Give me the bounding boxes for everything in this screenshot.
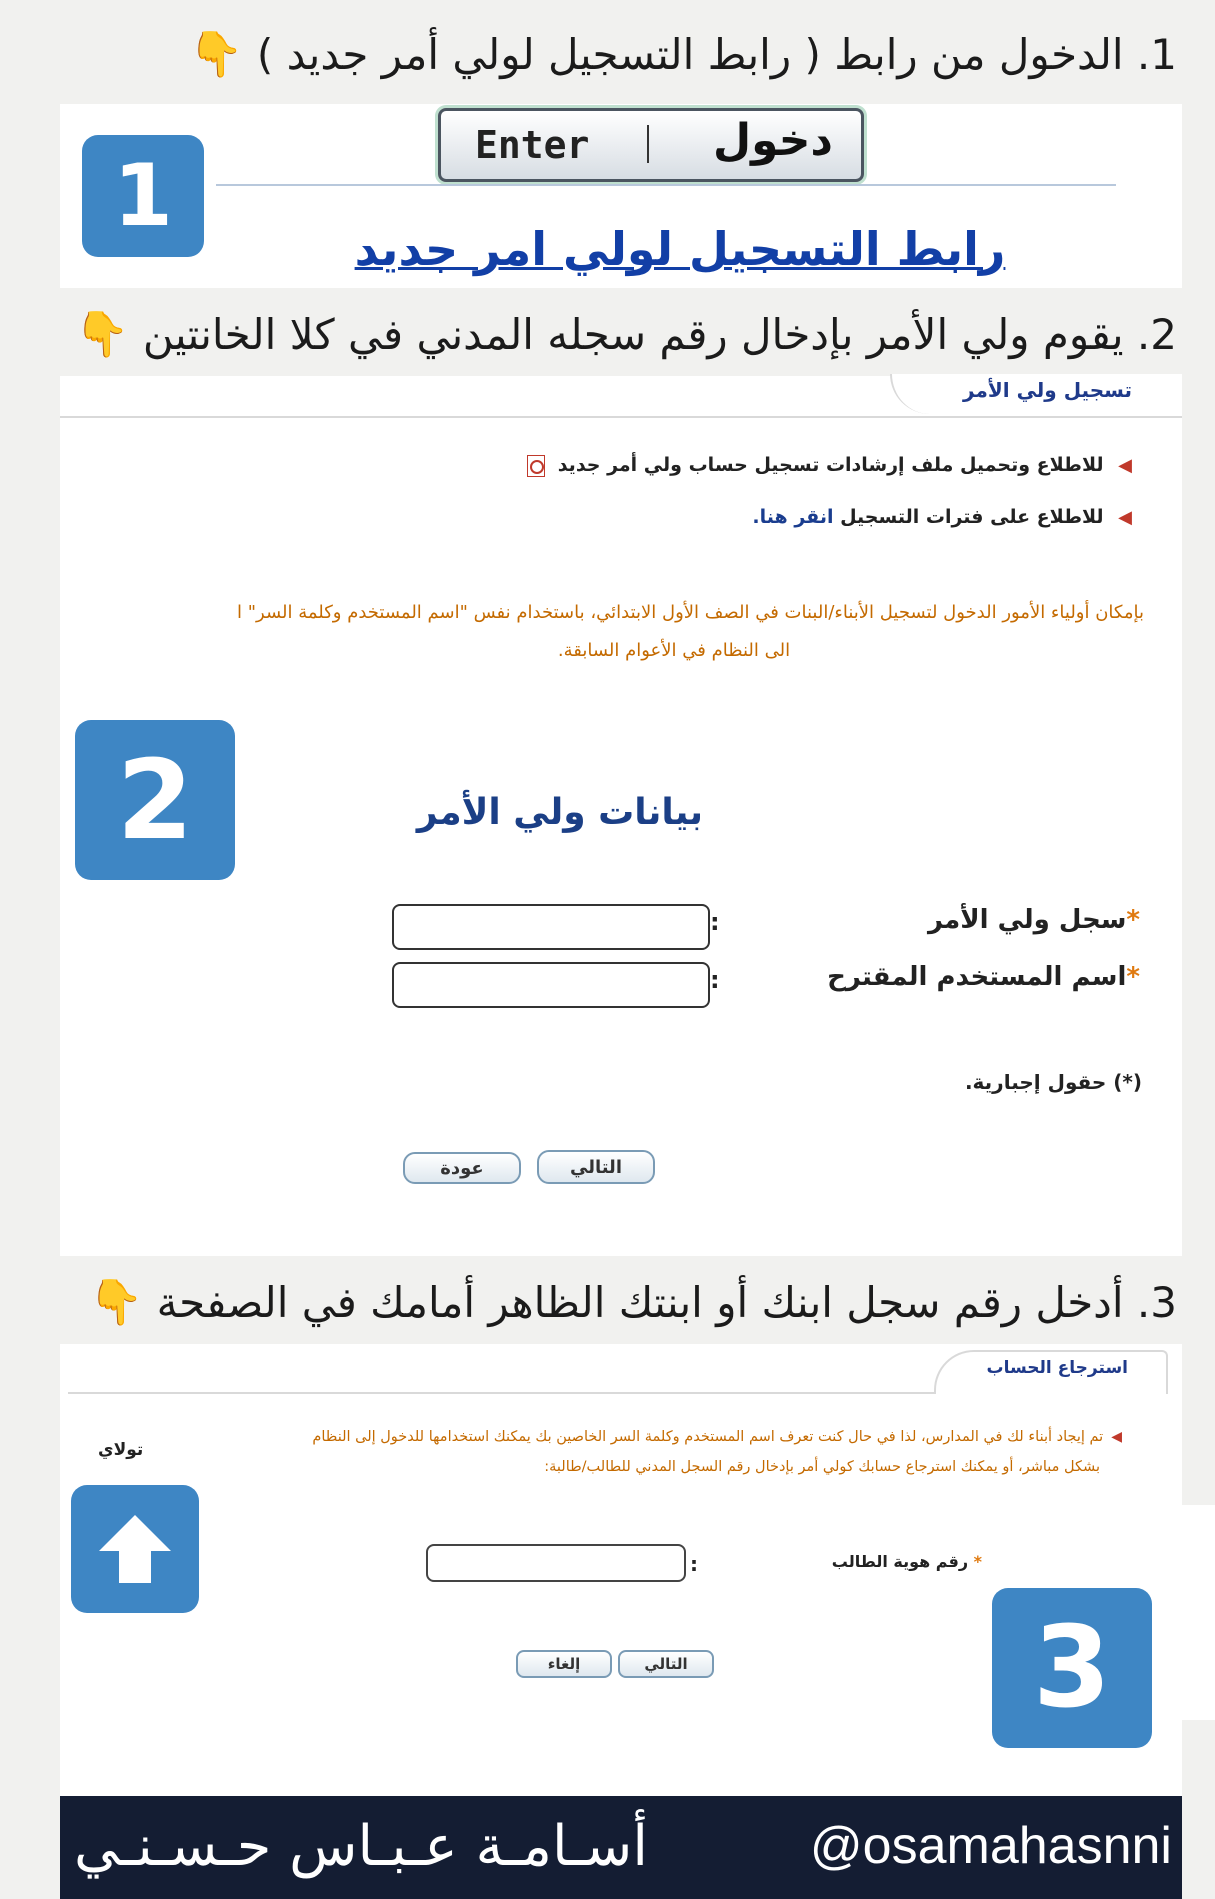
suggested-username-input[interactable] (392, 962, 710, 1008)
button-divider (647, 125, 649, 163)
login-label: دخول (712, 115, 833, 166)
recovery-notice-line-1-text: تم إيجاد أبناء لك في المدارس، لذا في حال كنت تعرف اسم المستخدم وكلمة السر الخاصين بك يمكنك استخدامها للدخول إلى النظام (312, 1429, 1104, 1445)
colon: : (690, 1552, 698, 1576)
up-arrow-icon (95, 1509, 175, 1589)
header-rule (216, 184, 1116, 186)
new-guardian-register-link[interactable]: رابط التسجيل لولي امر جديد (354, 222, 1006, 276)
guide-bullet-text: للاطلاع وتحميل ملف إرشادات تسجيل حساب ولي أمر جديد (557, 454, 1104, 476)
step2-heading (75, 308, 1177, 360)
guardian-id-label-text: سجل ولي الأمر (928, 905, 1127, 935)
step-badge-3: 3 (992, 1588, 1152, 1748)
student-id-input[interactable] (426, 1544, 686, 1582)
login-enter-button[interactable] (438, 108, 864, 182)
recovery-notice-line-1 (312, 1422, 1122, 1452)
required-asterisk: * (1126, 962, 1140, 992)
author-handle: @osamahasnni (809, 1817, 1172, 1875)
username-label (827, 962, 1140, 992)
step-badge-1: 1 (82, 135, 204, 257)
required-fields-note: (*) حقول إجبارية. (964, 1070, 1142, 1094)
bullet-arrow-icon: ◀ (1118, 455, 1132, 476)
next-button[interactable]: التالي (618, 1650, 714, 1678)
required-asterisk: * (1126, 905, 1140, 935)
pointing-down-hand-icon: 👇 (188, 29, 244, 80)
up-arrow-badge (71, 1485, 199, 1613)
username-label-text: اسم المستخدم المقترح (827, 962, 1127, 992)
step1-text: 1. الدخول من رابط ( رابط التسجيل لولي أمر جديد ) (256, 30, 1177, 79)
next-button[interactable]: التالي (537, 1150, 655, 1184)
step1-heading (189, 28, 1177, 80)
colon: : (710, 908, 720, 936)
step2-text: 2. يقوم ولي الأمر بإدخال رقم سجله المدني في كلا الخانتين (142, 310, 1177, 359)
cancel-button[interactable]: إلغاء (516, 1650, 612, 1678)
step-badge-2: 2 (75, 720, 235, 880)
tab-title: تسجيل ولي الأمر (963, 378, 1132, 402)
panel-1 (60, 104, 1182, 288)
bullet-arrow-icon: ◀ (1111, 1429, 1122, 1445)
periods-bullet (752, 506, 1132, 528)
author-name: أسـامـة عـبـاس حـسـنـي (74, 1814, 648, 1879)
recovery-tab (68, 1348, 1168, 1394)
pointing-down-hand-icon: 👇 (88, 1277, 144, 1328)
bullet-arrow-icon: ◀ (1118, 507, 1132, 528)
colon: : (710, 966, 720, 994)
pointing-down-hand-icon: 👇 (74, 309, 130, 360)
guardian-data-title: بيانات ولي الأمر (416, 792, 704, 833)
step3-heading (88, 1276, 1177, 1328)
required-asterisk: * (973, 1552, 982, 1571)
click-here-link[interactable]: انقر هنا. (752, 506, 834, 528)
footer-banner (60, 1796, 1182, 1899)
notice-line-1: بإمكان أولياء الأمور الدخول لتسجيل الأبناء/البنات في الصف الأول الابتدائي، باستخدام نفس "اسم المستخدم وكلمة السر" ا (237, 602, 1144, 623)
recovery-notice (312, 1422, 1122, 1482)
notice-line-2: الى النظام في الأعوام السابقة. (557, 640, 791, 661)
panel-2 (60, 376, 1182, 1256)
guardian-id-label (928, 905, 1140, 935)
guide-bullet[interactable] (527, 454, 1132, 477)
enter-label: Enter (475, 123, 590, 167)
back-button[interactable]: عودة (403, 1152, 521, 1184)
guardian-id-input[interactable] (392, 904, 710, 950)
student-id-label (832, 1552, 982, 1571)
registration-tab (60, 376, 1182, 418)
step3-text: 3. أدخل رقم سجل ابنك أو ابنتك الظاهر أمامك في الصفحة (156, 1278, 1177, 1327)
periods-bullet-text: للاطلاع على فترات التسجيل (840, 506, 1104, 528)
pdf-icon[interactable] (527, 455, 545, 477)
tab-title: استرجاع الحساب (986, 1358, 1128, 1378)
side-name: تولاي (98, 1440, 144, 1460)
notice-text (64, 594, 1144, 670)
student-id-label-text: رقم هوية الطالب (831, 1552, 969, 1571)
recovery-notice-line-2: بشكل مباشر، أو يمكنك استرجاع حسابك كولي أمر بإدخال رقم السجل المدني للطالب/طالبة: (544, 1459, 1100, 1475)
